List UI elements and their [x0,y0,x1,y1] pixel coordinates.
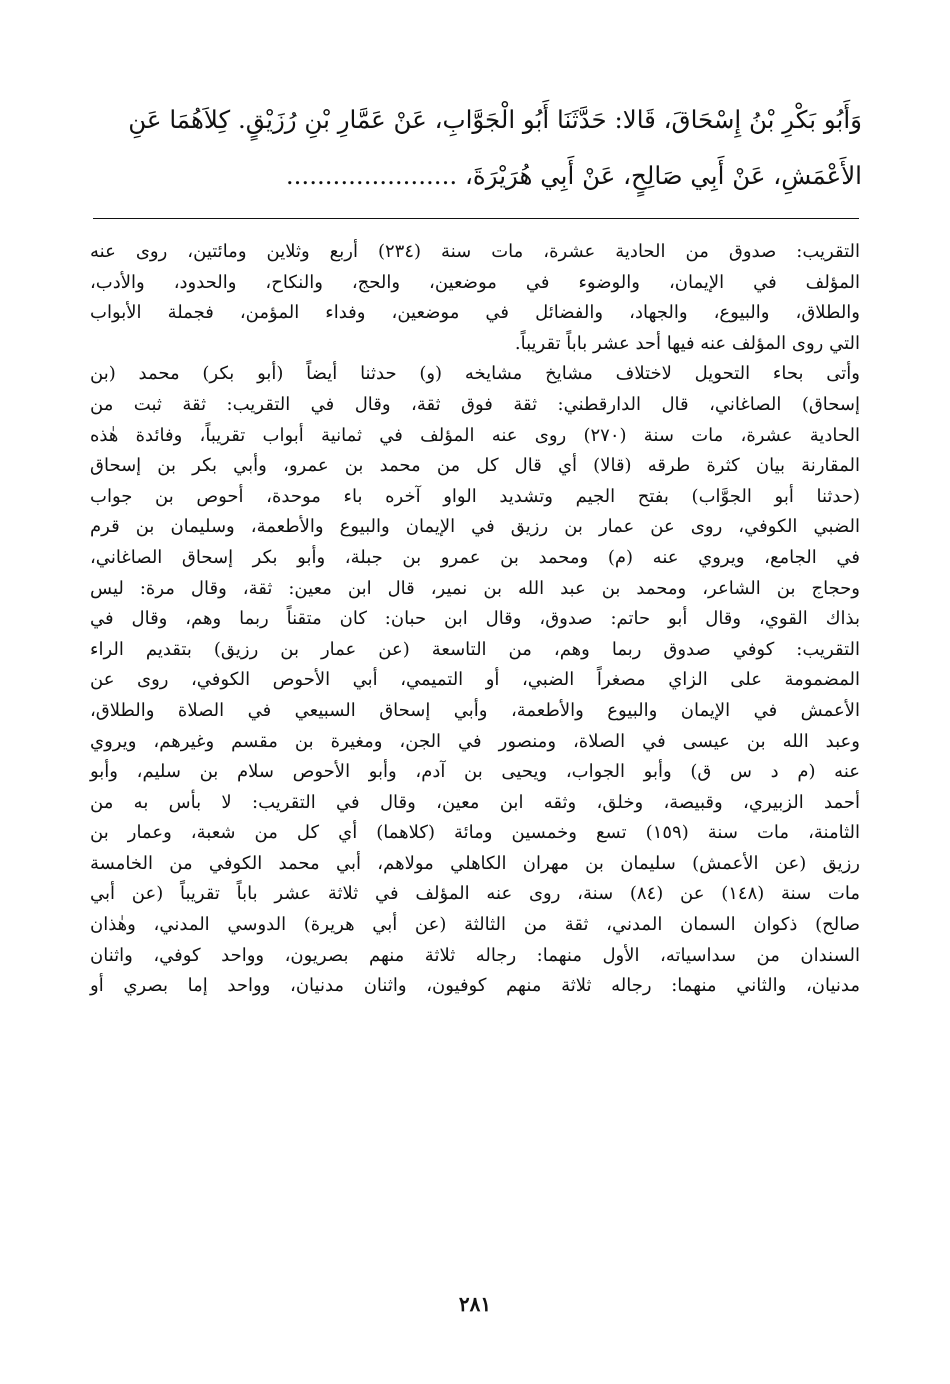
commentary-line: الأعمش في الإيمان والبيوع والأطعمة، وأبي إسحاق السبيعي في الصلاة والطلاق، [90,699,860,721]
commentary-line: في الجامع، ويروي عنه (م) ومحمد بن عمرو بن جبلة، وأبو بكر إسحاق الصاغاني، [90,546,860,568]
commentary-line: التقريب: كوفي صدوق ربما وهم، من التاسعة (عن عمار بن رزيق) بتقديم الراء [90,638,860,660]
commentary-line: رزيق (عن الأعمش) سليمان بن مهران الكاهلي مولاهم، أبي محمد الكوفي من الخامسة [90,852,860,874]
hadith-text [88,92,862,204]
commentary-line: مدنيان، والثاني منهما: رجاله ثلاثة منهم كوفيون، واثنان مدنيان، وواحد إما بصري أو [90,975,860,997]
commentary-line: عنه (م د س ق) وأبو الجواب، ويحيى بن آدم، وأبو الأحوص سلام بن سليم، وأبو [90,761,860,783]
hadith-line: وَأَبُو بَكْرِ بْنُ إِسْحَاقَ، قَالا: حَدَّثَنَا أَبُو الْجَوَّابِ، عَنْ عَمَّارِ بْنِ رُزَيْقٍ. كِلاَهُمَا عَنِ [128,105,862,134]
commentary-line: صالح) ذكوان السمان المدني، ثقة من الثالثة (عن أبي هريرة) الدوسي المدني، وهٰذان [90,914,860,936]
commentary-line: مات سنة (١٤٨) عن (٨٤) سنة، روى عنه المؤلف في ثلاثة عشر باباً تقريباً (عن أبي [90,883,860,905]
commentary-line: الضبي الكوفي، روى عن عمار بن رزيق في الإيمان والبيوع والأطعمة، وسليمان بن قرم [90,516,860,538]
commentary-line: الحادية عشرة، مات سنة (٢٧٠) روى عنه المؤلف في ثمانية أبواب تقريباً، وفائدة هٰذه [90,424,860,446]
commentary-line: (حدثنا أبو الجوَّاب) بفتح الجيم وتشديد الواو آخره باء موحدة، أحوص بن جواب [90,485,860,507]
commentary-line: المضمومة على الزاي مصغراً الضبي، أو التميمي، أبي الأحوص الكوفي، روى عن [90,669,860,691]
commentary-line: السندان من سداسياته، الأول منهما: رجاله ثلاثة منهم بصريون، وواحد كوفي، واثنان [90,944,860,966]
commentary-line: وأتى بحاء التحويل لاختلاف مشايخ مشايخه (و) حدثنا أيضاً (أبو بكر) محمد (بن [90,363,860,385]
commentary-text [90,237,860,1002]
commentary-line: أحمد الزبيري، وقبيصة، وخلق، وثقه ابن معين، وقال في التقريب: لا بأس به من [90,791,860,813]
commentary-line: الثامنة، مات سنة (١٥٩) تسع وخمسين ومائة (كلاهما) أي كل من شعبة، وعمار بن [90,822,861,844]
commentary-line: وحجاج بن الشاعر، ومحمد بن عبد الله بن نمير، قال ابن معين: ثقة، وقال مرة: ليس [90,577,860,599]
commentary-line: إسحاق) الصاغاني، قال الدارقطني: ثقة فوق ثقة، وقال في التقريب: ثقة ثبت من [90,393,860,415]
commentary-line: المؤلف في الإيمان، والوضوء في موضعين، والحج، والنكاح، والحدود، والأدب، [90,271,860,293]
commentary-line: وعبد الله بن عيسى في الصلاة، ومنصور في الجن، ومغيرة بن مقسم وغيرهم، ويروي [90,730,860,752]
commentary-line: بذاك القوي، وقال أبو حاتم: صدوق، وقال ابن حبان: كان متقناً ربما وهم، وقال في [90,608,860,630]
commentary-line: المقارنة بيان كثرة طرقه (قالا) أي قال كل من محمد بن عمرو، وأبي بكر بن إسحاق [90,455,860,477]
commentary-line: التقريب: صدوق من الحادية عشرة، مات سنة (٢٣٤) أربع وثلاين ومائتين، روى عنه [90,241,860,262]
commentary-line: التي روى المؤلف عنه فيها أحد عشر باباً تقريباً. [514,332,860,354]
footnote-divider [93,218,859,219]
page-number: ٢٨١ [458,1292,492,1316]
hadith-line: الأَعْمَشِ، عَنْ أَبِي صَالِحٍ، عَنْ أَبِي هُرَيْرَةَ، ...................... [285,161,862,190]
commentary-line: والطلاق، والبيوع، والجهاد، والفضائل في موضعين، وفداء المؤمن، فجملة الأبواب [90,302,860,324]
